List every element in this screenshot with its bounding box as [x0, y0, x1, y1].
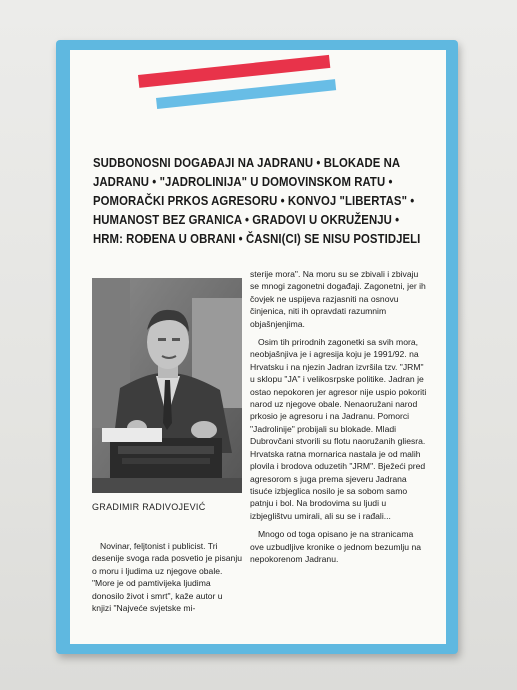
photo-caption: GRADIMIR RADIVOJEVIĆ — [92, 502, 206, 512]
blurb-line: POMORAČKI PRKOS AGRESORU • KONVOJ "LIBERTAS" • — [93, 193, 415, 208]
cover-blurb — [93, 153, 423, 248]
blurb-line: JADRANU • "JADROLINIJA" U DOMOVINSKOM RATU • — [93, 174, 393, 189]
bio-paragraph: Mnogo od toga opisano je na stranicama ove uzbudljive kronike o jednom bezumlju na nepokorenom Jadranu. — [250, 529, 422, 564]
blurb-line: HUMANOST BEZ GRANICA • GRADOVI U OKRUŽENJU • — [93, 212, 400, 227]
author-bio-right — [250, 268, 428, 571]
bio-paragraph: sterije mora". Na moru su se zbivali i zbivaju se mnogi zagonetni događaji. Zagonetni, jer ih čovjek ne uspijeva razjasniti na osnovu činjenica, niti ih opravdati razumnim objašnjenjima. — [250, 269, 426, 329]
blurb-line: HRM: ROĐENA U OBRANI • ČASNI(CI) SE NISU POSTIDJELI — [93, 231, 421, 246]
blurb-line: SUDBONOSNI DOGAĐAJI NA JADRANU • BLOKADE NA — [93, 155, 401, 170]
bio-paragraph: Novinar, feljtonist i publicist. Tri desenije svoga rada posvetio je pisanju o moru i ljudima uz njegove obale. "More je od pamtivijeka ljudima donosilo život i smrt", kaže autor u knjizi "Najveće svjetske mi- — [92, 541, 243, 614]
author-bio-left — [92, 540, 244, 620]
bio-paragraph: Osim tih prirodnih zagonetki sa svih mora, neobjašnjiva je i agresija koju je 1991/92. na Hrvatsku i na njezin Jadran izvršila tzv. "JRM" u sklopu "JA" i velikosrpske politike. Jadran je ostao nepokoren jer agresor nije uspio pokoriti narod uz njegove obale. Nenaoružani narod prkosio je agresoru i na Jadranu. Pomorci "Jadrolinije" probijali su blokade. Mladi Dubrovčani stvorili su flotu naoružanih gliesra. Hrvatska ratna mornarica nastala je od malih plovila i brodova oduzetih "JRM". Bježeći pred agresorom s juga prema sjeveru Jadrana tisuće izbjeglica nosilo je sa sobom samo patnju i bol. Na brodovima su ljudi u izbjeglištvu umirali, ali su se i rađali... — [250, 337, 427, 521]
author-portrait-image — [92, 278, 242, 493]
author-photo — [92, 278, 242, 493]
